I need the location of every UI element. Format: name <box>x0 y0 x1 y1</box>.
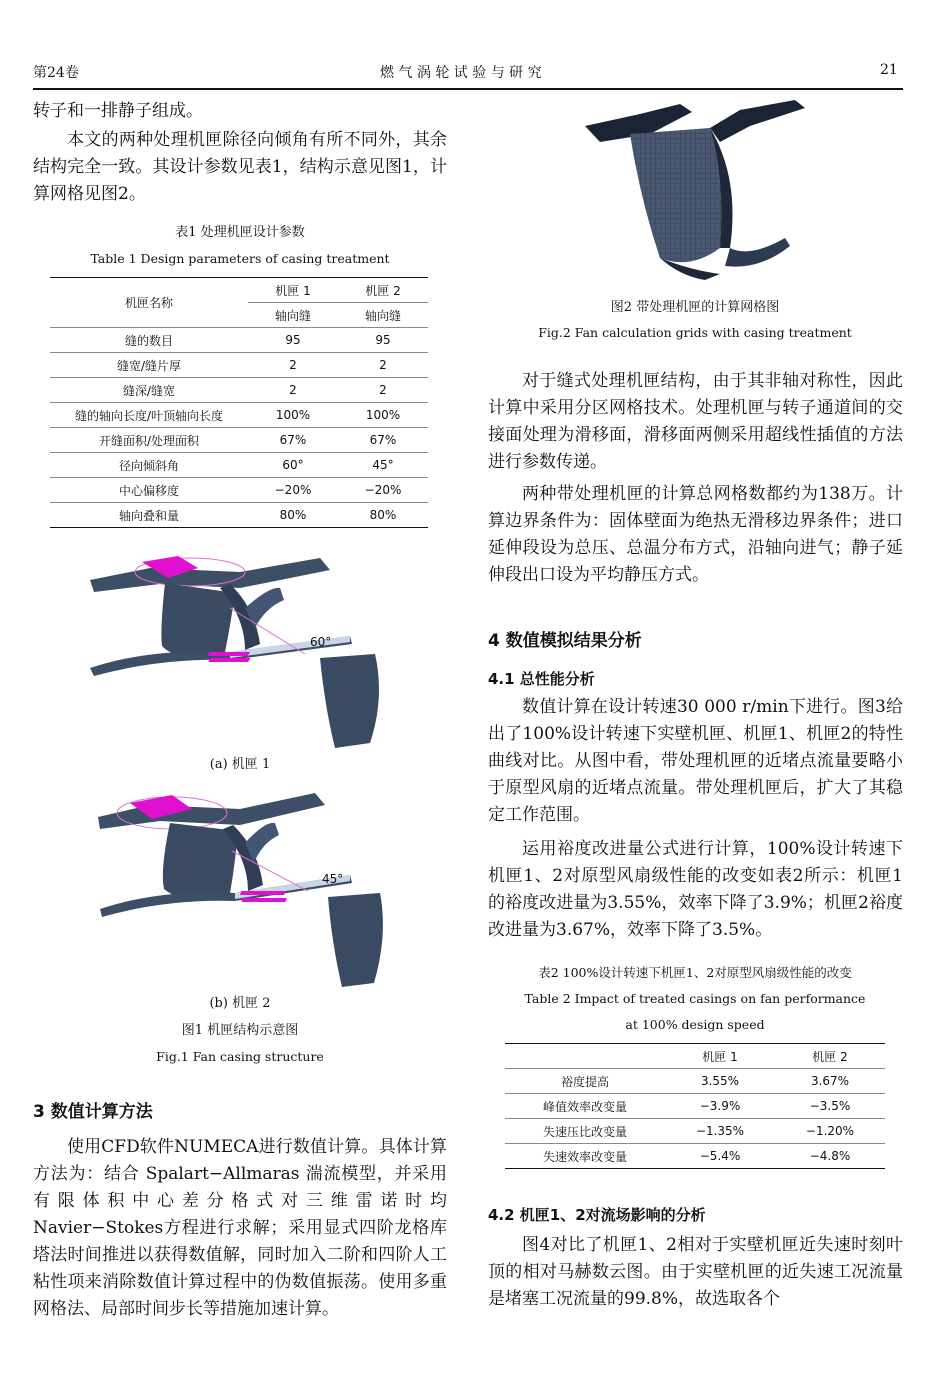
table2-caption-en-1: Table 2 Impact of treated casings on fan performance <box>524 991 866 1006</box>
table1-head-sub2: 轴向缝 <box>338 303 428 328</box>
fig1a-angle-label: 60° <box>310 635 332 649</box>
table-cell: 60° <box>248 453 338 478</box>
table-cell: 3.55% <box>665 1069 775 1094</box>
table-cell: 缝宽/缝片厚 <box>50 353 248 378</box>
table-cell: 失速效率改变量 <box>505 1144 665 1169</box>
table-row <box>505 1094 885 1119</box>
table-cell: 80% <box>338 503 428 528</box>
left-paragraph-0: 转子和一排静子组成。 <box>33 101 203 121</box>
table-cell: 缝深/缝宽 <box>50 378 248 403</box>
table-cell: 2 <box>338 353 428 378</box>
table1-head-name: 机匣名称 <box>50 278 248 328</box>
table-row <box>50 328 428 353</box>
table-row <box>50 478 428 503</box>
table2-head-col1: 机匣 1 <box>665 1044 775 1069</box>
header-rule <box>33 88 903 90</box>
table-cell: 裕度提高 <box>505 1069 665 1094</box>
table1 <box>50 277 428 528</box>
table-cell: −4.8% <box>775 1144 885 1169</box>
table-cell: −20% <box>338 478 428 503</box>
table-row <box>50 428 428 453</box>
section3-title: 3 数值计算方法 <box>33 1102 153 1122</box>
fig1a-subcaption: (a) 机匣 1 <box>209 757 271 772</box>
fig1-caption-cn: 图1 机匣结构示意图 <box>181 1023 299 1038</box>
table-row <box>50 403 428 428</box>
table-cell: 2 <box>248 378 338 403</box>
table-row <box>50 353 428 378</box>
fig1-caption-en: Fig.1 Fan casing structure <box>156 1049 324 1064</box>
right-paragraph-2: 两种带处理机匣的计算总网格数都约为138万。计算边界条件为：固体壁面为绝热无滑移边界条件；进口延伸段设为总压、总温分布方式，沿轴向进气；静子延伸段出口设为平均静压方式。 <box>488 484 903 585</box>
table-row <box>505 1044 885 1069</box>
right-paragraph-3: 数值计算在设计转速30 000 r/min下进行。图3给出了100%设计转速下实壁机匣、机匣1、机匣2的特性曲线对比。从图中看，带处理机匣的近堵点流量要略小于原型风扇的近堵点流量。带处理机匣后，扩大了其稳定工作范围。 <box>488 697 903 825</box>
table1-head-sub1: 轴向缝 <box>248 303 338 328</box>
table-cell: 开缝面积/处理面积 <box>50 428 248 453</box>
table-cell: −1.20% <box>775 1119 885 1144</box>
table-cell: 100% <box>338 403 428 428</box>
table-cell: 67% <box>248 428 338 453</box>
table-row <box>50 503 428 528</box>
table1-caption-en: Table 1 Design parameters of casing treatment <box>90 251 390 266</box>
right-paragraph-1: 对于缝式处理机匣结构，由于其非轴对称性，因此计算中采用分区网格技术。处理机匣与转子通道间的交接面处理为滑移面，滑移面两侧采用超线性插值的方法进行参数传递。 <box>488 371 903 472</box>
fig2-caption-cn: 图2 带处理机匣的计算网格图 <box>610 300 780 315</box>
table-cell: −5.4% <box>665 1144 775 1169</box>
table-cell: −3.5% <box>775 1094 885 1119</box>
table1-head-col2: 机匣 2 <box>338 278 428 303</box>
right-paragraph-4: 运用裕度改进量公式进行计算，100%设计转速下机匣1、2对原型风扇级性能的改变如表2所示：机匣1的裕度改进量为3.55%，效率下降了3.9%；机匣2裕度改进量为3.67%，效率下降了3.5%。 <box>488 839 903 940</box>
table-cell: 轴向叠和量 <box>50 503 248 528</box>
journal-title: 燃 气 涡 轮 试 验 与 研 究 <box>380 65 542 81</box>
table-cell: 2 <box>248 353 338 378</box>
section42-title: 4.2 机匣1、2对流场影响的分析 <box>488 1206 706 1224</box>
table-row <box>505 1144 885 1169</box>
table2-head-col2: 机匣 2 <box>775 1044 885 1069</box>
table-cell: −1.35% <box>665 1119 775 1144</box>
section41-title: 4.1 总性能分析 <box>488 670 595 688</box>
table-row <box>50 278 428 303</box>
table-cell: 3.67% <box>775 1069 885 1094</box>
fig2-grid-diagram <box>580 98 820 293</box>
table-row <box>50 378 428 403</box>
fig1a-casing-diagram <box>80 548 390 753</box>
table-cell: −20% <box>248 478 338 503</box>
fig1b-casing-diagram <box>80 785 390 990</box>
page-number: 21 <box>880 62 898 78</box>
table-cell: 失速压比改变量 <box>505 1119 665 1144</box>
table2-caption-cn: 表2 100%设计转速下机匣1、2对原型风扇级性能的改变 <box>538 965 852 980</box>
table-cell: 67% <box>338 428 428 453</box>
table-cell: 100% <box>248 403 338 428</box>
table-row <box>505 1069 885 1094</box>
volume-label: 第24卷 <box>33 65 79 81</box>
table-cell: 45° <box>338 453 428 478</box>
table-row <box>50 453 428 478</box>
table-cell: 中心偏移度 <box>50 478 248 503</box>
table-cell <box>505 1044 665 1069</box>
table-cell: 缝的数目 <box>50 328 248 353</box>
left-paragraph-2: 使用CFD软件NUMECA进行数值计算。具体计算方法为：结合 Spalart−Allmaras 湍流模型，并采用有限体积中心差分格式对三维雷诺时均 Navier−Stokes方程进行求解；采用显式四阶龙格库塔法时间推进以获得数值解，同时加入二阶和四阶人工粘性项来消除数值计算过程中的伪数值振荡。使用多重网格法、局部时间步长等措施加速计算。 <box>33 1137 447 1319</box>
table-cell: 80% <box>248 503 338 528</box>
table-row <box>505 1119 885 1144</box>
table1-head-col1: 机匣 1 <box>248 278 338 303</box>
table-cell: 2 <box>338 378 428 403</box>
table1-caption-cn: 表1 处理机匣设计参数 <box>175 225 305 240</box>
section4-title: 4 数值模拟结果分析 <box>488 631 642 651</box>
fig2-caption-en: Fig.2 Fan calculation grids with casing treatment <box>538 325 852 340</box>
table2 <box>505 1043 885 1169</box>
fig1b-angle-label: 45° <box>322 872 344 886</box>
table-cell: 95 <box>248 328 338 353</box>
table-cell: 缝的轴向长度/叶顶轴向长度 <box>50 403 248 428</box>
left-paragraph-1: 本文的两种处理机匣除径向倾角有所不同外，其余结构完全一致。其设计参数见表1，结构示意见图1，计算网格见图2。 <box>33 130 447 204</box>
table-cell: 峰值效率改变量 <box>505 1094 665 1119</box>
fig1b-subcaption: (b) 机匣 2 <box>209 996 271 1011</box>
table-cell: 95 <box>338 328 428 353</box>
table-cell: −3.9% <box>665 1094 775 1119</box>
table2-caption-en-2: at 100% design speed <box>625 1017 765 1032</box>
table-cell: 径向倾斜角 <box>50 453 248 478</box>
right-paragraph-5: 图4对比了机匣1、2相对于实壁机匣近失速时刻叶顶的相对马赫数云图。由于实壁机匣的近失速工况流量是堵塞工况流量的99.8%，故选取各个 <box>488 1235 903 1309</box>
